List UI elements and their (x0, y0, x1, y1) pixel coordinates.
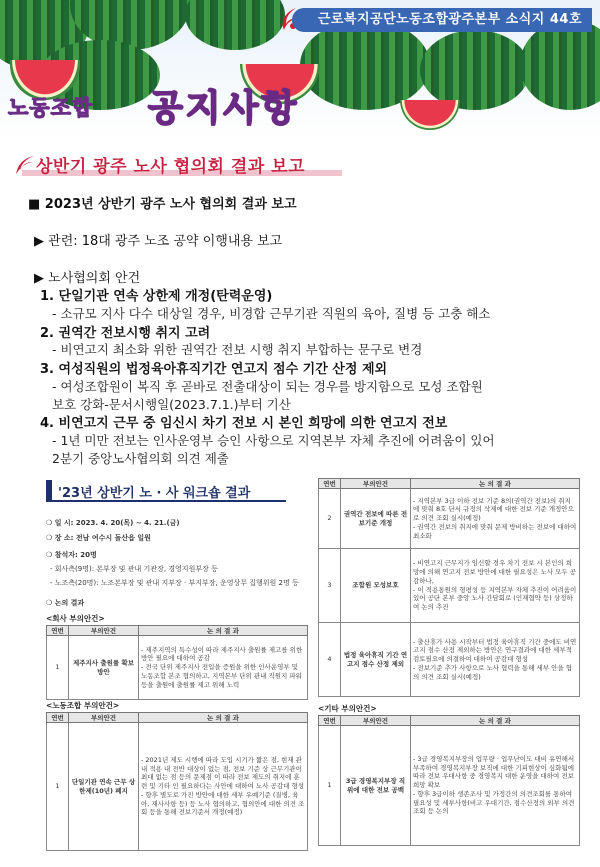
col-header-agenda: 부의안건 (69, 626, 139, 636)
worksheet-info-result: ❍ 논의 결과 (46, 599, 85, 607)
cell-result: - 출산휴가 사용 시작부터 법정 육아휴직 기간 중에도 비연고지 점수 산정 제외하는 방안은 연구결과에 대한 세부적 검토필요에 의결하여 대하여 공감대 형성 - 전보기준 추가 사항으로 노사 협력을 통해 세부 안을 협의 의견 조회 실시(예정) (411, 623, 580, 697)
table-row (47, 723, 308, 851)
cell-no: 4 (319, 623, 341, 697)
cell-agenda: 조합원 모성보호 (341, 549, 411, 623)
cell-no: 2 (319, 489, 341, 549)
cell-agenda: 법정 육아휴직 기간 연고지 점수 산정 제외 (341, 623, 411, 697)
related-line: ▶ 관련: 18대 광주 노조 공약 이행내용 보고 (34, 234, 283, 249)
title-small: 노동조합 (8, 96, 94, 120)
report-heading: ■ 2023년 상반기 광주 노사 협의회 결과 보고 (28, 197, 297, 212)
section-title (14, 150, 344, 178)
col-header-no: 연번 (47, 626, 69, 636)
worksheet-info-place: ❍ 장 소: 전남 여수시 돌산읍 일원 (46, 534, 151, 542)
col-header-agenda: 부의안건 (341, 716, 411, 726)
worksheet-info-date: ❍ 일 시: 2023. 4. 20(목) ~ 4. 21.(금) (46, 519, 180, 527)
agenda-item-3-line-2: 보호 강화-문서시행일(2023.7.1.)부터 기산 (52, 397, 291, 412)
table-header-row (47, 626, 308, 636)
table4-label: <기타 부의안건> (318, 704, 377, 713)
newsletter-banner: 근로복지공단노동조합광주본부 소식지 44호 (292, 8, 592, 32)
cell-no: 1 (47, 723, 69, 851)
cell-no: 3 (319, 549, 341, 623)
table-row (319, 549, 580, 623)
cell-agenda: 권역간 전보에 따른 전보기준 개정 (341, 489, 411, 549)
table-row (319, 623, 580, 697)
union-agenda-table-continued (318, 478, 580, 697)
agenda-item-1-line: - 소규모 지사 다수 대상일 경우, 비경합 근무기관 직원의 육아, 질병 등 고충 해소 (52, 306, 491, 321)
worksheet-info-attendees: ❍ 참석자: 20명 (46, 551, 97, 559)
worksheet-title-bar (46, 480, 52, 500)
worksheet-title (46, 480, 286, 502)
col-header-no: 연번 (319, 716, 341, 726)
table1-label: <회사 부의안건> (46, 614, 105, 623)
worksheet-info-company: - 회사측(9명): 본부장 및 관내 기관장, 경영지원부장 등 (50, 565, 218, 573)
agenda-item-1-title: 1. 단일기관 연속 상한제 개정(탄력운영) (40, 289, 273, 304)
table-header-row (47, 713, 308, 723)
cell-result: - 비연고지 근무지가 임신할 경우 차기 전보 시 본인의 희망에 의해 연고지 전보 방안에 대한 필요성은 노사 모두 공감하나, - 이 적용통원의 형평성 등 지역본부 자체 추진이 어려움이 있어 공단 본부 중앙 노사 간담회로 (인재협약 등) 상정하여 논의 추진 (411, 549, 580, 623)
table-header-row (319, 716, 580, 726)
col-header-no: 연번 (319, 479, 341, 489)
watermelon-image (185, 0, 285, 50)
col-header-agenda: 부의안건 (69, 713, 139, 723)
agenda-item-4-line-2: 2분기 중앙노사협의회 의견 제출 (52, 451, 229, 466)
agenda-label: ▶ 노사협의회 안건 (34, 271, 141, 286)
agenda-item-3-title: 3. 여성직원의 법정육아휴직기간 연고지 점수 기간 산정 제외 (40, 362, 388, 377)
agenda-item-4-title: 4. 비연고지 근무 중 임신시 차기 전보 시 본인 희망에 의한 연고지 전보 (40, 416, 448, 431)
cell-no: 1 (319, 726, 341, 846)
company-agenda-table (46, 625, 308, 700)
col-header-result: 논 의 결 과 (411, 716, 580, 726)
cell-agenda: 단일기관 연속 근무 상한제(10년) 폐지 (69, 723, 139, 851)
union-agenda-table (46, 712, 308, 851)
table-row (319, 726, 580, 846)
cell-result: - 3급 경영복지부장의 업무량 · 업무난이도 대비 유연해서 부족하여 경영복지부장 보직에 대한 기피현상이 심화됨에 따라 전보 우대사항 중 경영복지 대한 운영을 대하여 전보 희망 확보 - 향후 3급이하 생존조사 및 가정간의 의견조회를 통하여 필요성 및 세부사항(비고 우대기간, 점수산정의 외부 의견 조회 등 논의 (411, 726, 580, 846)
cell-result: - 2021년 제도 시행에 따라 도입 시기가 짧은 점, 현재 관내 적용 내 전반 대상이 없는 점, 전보 기준 상 근무기관이 최대 없는 점 등의 문제점 이 따라 전보 제도의 취지에 훈련 및 기타 인 필요하다는 사안에 대하여 노사 공감대 형성 - 향후 별도로 가진 방안에 대한 세부 우예기준 (질병, 육아, 재사사항 등) 등 노사 협의하고, 협의안에 대한 의견 조회 등을 통해 전보기준서 개정(예정) (139, 723, 308, 851)
cell-no: 1 (47, 636, 69, 700)
col-header-result: 논 의 결 과 (411, 479, 580, 489)
col-header-result: 논 의 결 과 (139, 713, 308, 723)
watermelon-image (520, 20, 600, 110)
cell-result: - 제주지역의 특수성이 따라 제주지사 출원률 제고를 위한 방안 필요에 대하여 공감 - 전국 단위 제주지사 전입을 증원을 위한 인사운영부 및 노동조합 본조 협의하고, 지역본부 단위 관내 직원지 파워 등을 출원에 출원률 제고 위해 노력 (139, 636, 308, 700)
table-row (319, 489, 580, 549)
worksheet-info-union: - 노조측(20명): 노조본부장 및 관내 지부장 · 부지부장, 운영상무 집행위원 2명 등 (50, 579, 299, 587)
watermelon-slice-image (400, 100, 460, 130)
agenda-item-3-line-1: - 여성조합원이 복직 후 곧바로 전출대상이 되는 경우를 방지함으로 모성 조합원 (52, 379, 483, 394)
agenda-item-4-line-1: - 1년 미만 전보는 인사운영부 승인 사항으로 지역본부 자체 추진에 어려움이 있어 (52, 433, 495, 448)
table-row (47, 636, 308, 700)
header-watermelon-banner (0, 0, 600, 140)
table2-label: <노동조합 부의안건> (46, 701, 120, 710)
col-header-no: 연번 (47, 713, 69, 723)
title-big: 공지사항 (148, 88, 300, 129)
agenda-item-2-title: 2. 권역간 전보시행 취지 고려 (40, 326, 211, 341)
table-header-row (319, 479, 580, 489)
cell-result: - 지역본부 3급 이하 전보 기준 8의(권역간 전보)의 취지에 맞춰 8호 단서 규정의 삭제에 대한 전보 기준 개정안으로 의견 조회 실시(예정) - 권역간 전보의 취지에 맞춰 문제 방비하는 전보에 대하여 최소화 (411, 489, 580, 549)
col-header-result: 논 의 결 과 (139, 626, 308, 636)
section-title-text: 상반기 광주 노사 협의회 결과 보고 (36, 157, 305, 177)
worksheet-title-text: '23년 상반기 노 · 사 워크숍 결과 (58, 486, 251, 501)
swoosh-icon (14, 154, 36, 176)
cell-agenda: 3급 경영복지부장 직위에 대한 전보 공백 (341, 726, 411, 846)
other-agenda-table (318, 715, 580, 846)
agenda-item-2-line: - 비연고지 최소화 위한 권역간 전보 시행 취지 부합하는 문구로 변경 (52, 342, 423, 357)
col-header-agenda: 부의안건 (341, 479, 411, 489)
watermelon-image (420, 30, 530, 110)
cell-agenda: 제주지사 출원률 확보방안 (69, 636, 139, 700)
